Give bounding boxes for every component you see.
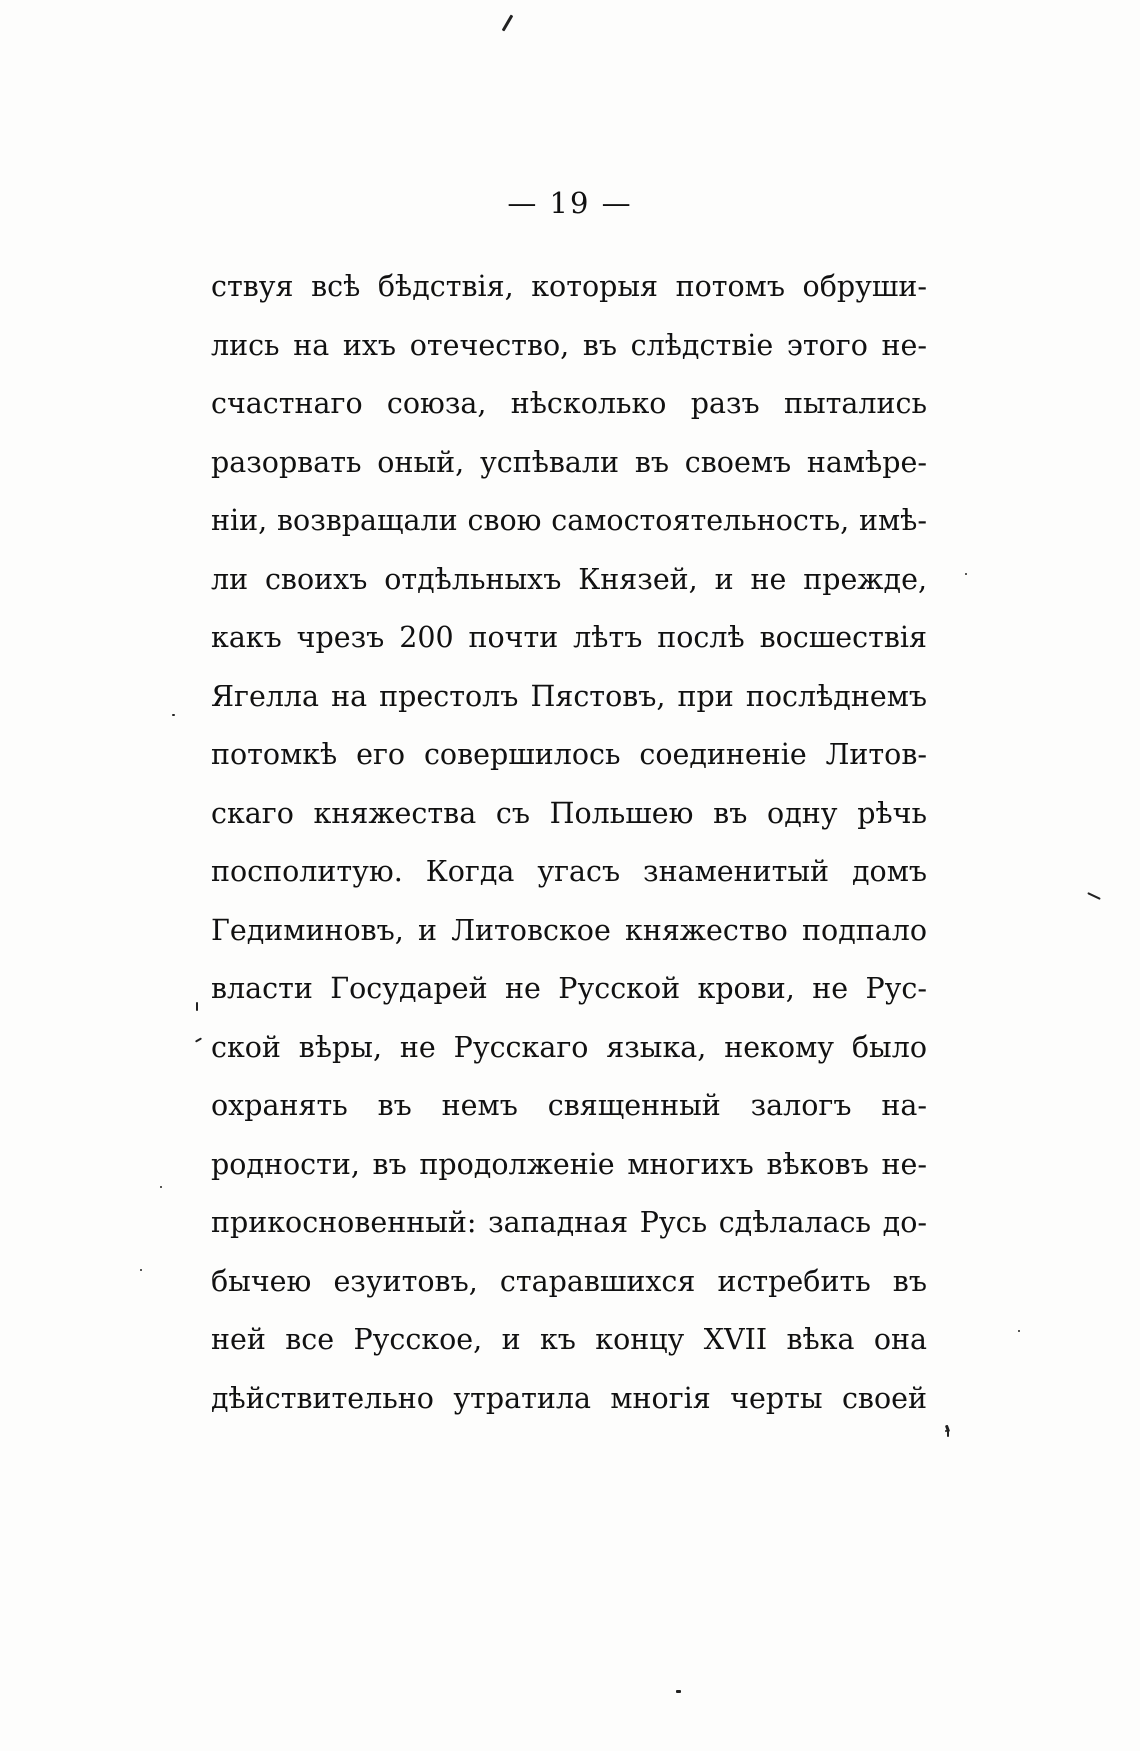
text-line: ли своихъ отдѣльныхъ Князей, и не прежде, [211, 562, 927, 596]
text-line: какъ чрезъ 200 почти лѣтъ послѣ восшествія [211, 621, 927, 654]
scan-speck [676, 1690, 681, 1693]
text-line: скаго княжества съ Польшею въ одну рѣчь [211, 796, 927, 830]
text-line: счастнаго союза, нѣсколько разъ пытались [211, 387, 927, 420]
text-line: власти Государей не Русской крови, не Рус- [211, 972, 927, 1005]
text-line: ствуя всѣ бѣдствія, которыя потомъ обруши- [211, 270, 927, 303]
text-line: ніи, возвращали свою самостоятельность, имѣ- [211, 504, 927, 537]
scan-speck [1018, 1330, 1020, 1332]
scan-speck [965, 573, 967, 575]
scan-speck [195, 1037, 202, 1042]
text-line: бычею езуитовъ, старавшихся истребить въ [211, 1264, 927, 1298]
scan-speck [947, 1430, 949, 1437]
text-line: ней все Русское, и къ концу XVII вѣка она [211, 1323, 927, 1356]
scan-speck [1087, 892, 1101, 900]
scan-speck [502, 14, 514, 31]
text-line: лись на ихъ отечество, въ слѣдствіе этого не- [211, 328, 927, 362]
text-line: охранять въ немъ священный залогъ на- [211, 1089, 927, 1122]
text-line: разорвать оный, успѣвали въ своемъ намѣре- [211, 445, 927, 479]
text-line: Ягелла на престолъ Пястовъ, при послѣднемъ [211, 679, 927, 713]
text-line: Гедиминовъ, и Литовское княжество подпало [211, 913, 927, 947]
text-line: прикосновенный: западная Русь сдѣлалась до- [211, 1206, 927, 1239]
scan-speck [196, 1002, 198, 1011]
text-line: дѣйствительно утратила многія черты своей [211, 1381, 927, 1415]
text-line: потомкѣ его совершилось соединеніе Литов- [211, 738, 927, 771]
scan-speck [172, 714, 175, 716]
page-number: — 19 — [507, 186, 633, 220]
scan-speck [160, 1186, 162, 1188]
body-text [211, 258, 927, 1428]
text-line: ской вѣры, не Русскаго языка, некому было [211, 1030, 927, 1064]
text-line: родности, въ продолженіе многихъ вѣковъ не- [211, 1147, 927, 1181]
scan-speck [140, 1269, 142, 1271]
text-line: посполитую. Когда угасъ знаменитый домъ [211, 855, 927, 888]
